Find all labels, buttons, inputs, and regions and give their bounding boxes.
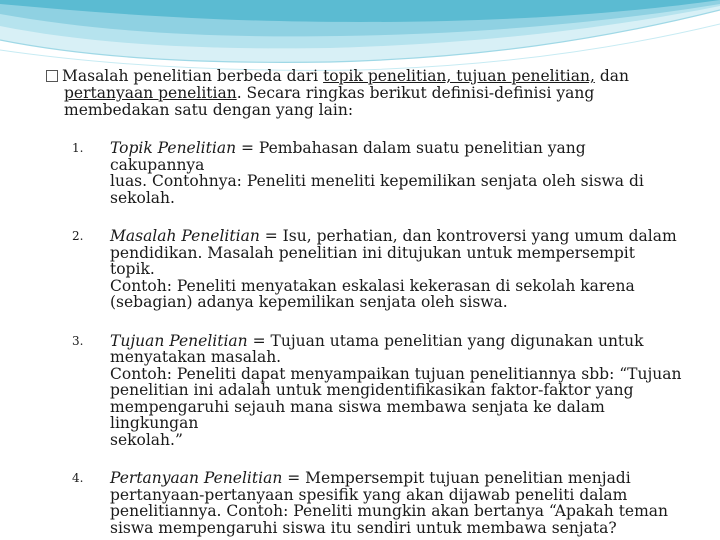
item-term: Pertanyaan Penelitian (110, 469, 283, 487)
intro-text-1a: Masalah penelitian berbeda dari (62, 67, 324, 85)
item-text: menyatakan masalah. (110, 348, 282, 366)
item-number: 3. (72, 333, 84, 348)
list-item (72, 228, 682, 311)
item-text: penelitiannya. Contoh: Peneliti mungkin akan bertanya “Apakah teman (110, 502, 669, 520)
item-number: 2. (72, 229, 84, 243)
item-number: 1. (72, 141, 84, 155)
intro-line-1 (46, 68, 646, 85)
intro-paragraph (46, 68, 646, 119)
item-term: Masalah Penelitian (110, 227, 260, 245)
intro-text-1c: dan (594, 67, 629, 85)
list-item (72, 470, 682, 536)
item-text: siswa mempengaruhi siswa itu sendiri untuk membawa senjata? (110, 518, 617, 537)
item-text: mempengaruhi sejauh mana siswa membawa senjata ke dalam lingkungan (110, 397, 605, 432)
item-text: pendidikan. Masalah penelitian ini ditujukan untuk mempersempit topik. (110, 243, 635, 278)
item-text: = Mempersempit tujuan penelitian menjadi (282, 469, 631, 487)
item-text: = Isu, perhatian, dan kontroversi yang umum dalam (259, 227, 677, 245)
item-term: Tujuan Penelitian (110, 331, 248, 350)
intro-text-1b: topik penelitian, tujuan penelitian, (323, 67, 595, 85)
list-item (72, 333, 682, 449)
item-text: penelitian ini adalah untuk mengidentifikasikan faktor-faktor yang (110, 381, 634, 399)
item-text: = Tujuan utama penelitian yang digunakan untuk (247, 331, 644, 350)
item-text: (sebagian) adanya kepemilikan senjata oleh siswa. (110, 293, 508, 311)
item-number: 4. (72, 471, 84, 485)
intro-text-2a: pertanyaan penelitian (64, 84, 237, 102)
intro-line-2 (46, 85, 646, 102)
item-text: luas. Contohnya: Peneliti meneliti kepemilikan senjata oleh siswa di sekolah. (110, 172, 644, 207)
intro-line-3: membedakan satu dengan yang lain: (64, 101, 354, 119)
list-item (72, 140, 682, 206)
item-text: Contoh: Peneliti menyatakan eskalasi kekerasan di sekolah karena (110, 276, 635, 295)
item-text: sekolah.” (110, 430, 183, 449)
item-term: Topik Penelitian (110, 139, 237, 157)
item-text: = Pembahasan dalam suatu penelitian yang cakupannya (110, 139, 586, 174)
item-text: Contoh: Peneliti dapat menyampaikan tujuan penelitiannya sbb: “Tujuan (110, 364, 682, 383)
intro-text-2b: . Secara ringkas berikut definisi-definisi yang (236, 84, 595, 102)
square-bullet-icon (46, 70, 58, 82)
item-text: pertanyaan-pertanyaan spesifik yang akan dijawab peneliti dalam (110, 485, 628, 504)
definition-list (72, 140, 682, 536)
